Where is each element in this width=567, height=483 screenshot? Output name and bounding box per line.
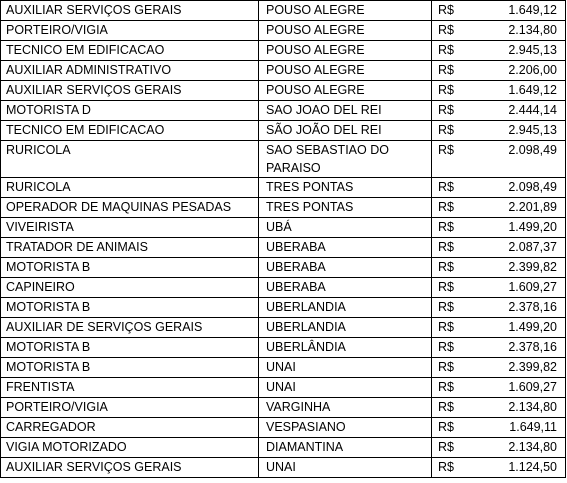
job-title-cell: MOTORISTA D	[1, 101, 259, 121]
salary-amount: 2.134,80	[508, 440, 557, 454]
table-row	[1, 198, 566, 218]
table-row	[1, 178, 566, 198]
city-cell: TRES PONTAS	[259, 178, 432, 198]
table-row	[1, 21, 566, 41]
salary-cell	[432, 218, 566, 238]
table-row	[1, 458, 566, 478]
job-title-cell: RURICOLA	[1, 178, 259, 198]
currency-symbol: R$	[438, 220, 454, 234]
currency-symbol: R$	[438, 123, 454, 137]
table-row	[1, 61, 566, 81]
city-cell: DIAMANTINA	[259, 438, 432, 458]
salary-cell	[432, 378, 566, 398]
table-row	[1, 358, 566, 378]
currency-symbol: R$	[438, 3, 454, 17]
city-cell: UBERABA	[259, 258, 432, 278]
table-row	[1, 121, 566, 141]
salary-cell	[432, 1, 566, 21]
currency-symbol: R$	[438, 380, 454, 394]
job-title-cell: VIGIA MOTORIZADO	[1, 438, 259, 458]
table-row	[1, 378, 566, 398]
job-title-cell: MOTORISTA B	[1, 338, 259, 358]
salary-cell	[432, 81, 566, 101]
salary-amount: 2.945,13	[508, 43, 557, 57]
currency-symbol: R$	[438, 360, 454, 374]
salary-cell	[432, 298, 566, 318]
salary-amount: 2.087,37	[508, 240, 557, 254]
salary-table-body	[1, 1, 566, 478]
job-title-cell: PORTEIRO/VIGIA	[1, 398, 259, 418]
salary-cell	[432, 398, 566, 418]
salary-amount: 1.609,27	[508, 280, 557, 294]
table-row	[1, 438, 566, 458]
salary-amount: 2.378,16	[508, 340, 557, 354]
job-title-cell: TRATADOR DE ANIMAIS	[1, 238, 259, 258]
job-title-cell: CAPINEIRO	[1, 278, 259, 298]
job-title-cell: AUXILIAR SERVIÇOS GERAIS	[1, 458, 259, 478]
table-row	[1, 1, 566, 21]
salary-amount: 1.649,12	[508, 83, 557, 97]
salary-cell	[432, 21, 566, 41]
city-cell: UNAI	[259, 458, 432, 478]
job-title-cell: VIVEIRISTA	[1, 218, 259, 238]
table-row	[1, 218, 566, 238]
currency-symbol: R$	[438, 420, 454, 434]
salary-cell	[432, 238, 566, 258]
job-title-cell: AUXILIAR SERVIÇOS GERAIS	[1, 81, 259, 101]
city-cell: SAO SEBASTIAO DO PARAISO	[259, 141, 432, 178]
currency-symbol: R$	[438, 200, 454, 214]
city-cell: UBERLANDIA	[259, 318, 432, 338]
job-title-cell: TECNICO EM EDIFICACAO	[1, 41, 259, 61]
salary-amount: 1.124,50	[508, 460, 557, 474]
city-cell: VESPASIANO	[259, 418, 432, 438]
currency-symbol: R$	[438, 63, 454, 77]
currency-symbol: R$	[438, 143, 454, 157]
salary-cell	[432, 101, 566, 121]
salary-cell	[432, 178, 566, 198]
job-title-cell: AUXILIAR SERVIÇOS GERAIS	[1, 1, 259, 21]
job-title-cell: AUXILIAR ADMINISTRATIVO	[1, 61, 259, 81]
table-row	[1, 238, 566, 258]
currency-symbol: R$	[438, 320, 454, 334]
salary-cell	[432, 258, 566, 278]
salary-amount: 2.134,80	[508, 23, 557, 37]
salary-cell	[432, 141, 566, 178]
salary-amount: 2.098,49	[508, 180, 557, 194]
salary-amount: 2.399,82	[508, 360, 557, 374]
job-title-cell: RURICOLA	[1, 141, 259, 178]
city-cell: TRES PONTAS	[259, 198, 432, 218]
salary-cell	[432, 61, 566, 81]
currency-symbol: R$	[438, 300, 454, 314]
salary-amount: 1.499,20	[508, 320, 557, 334]
table-row	[1, 141, 566, 178]
table-row	[1, 398, 566, 418]
currency-symbol: R$	[438, 240, 454, 254]
salary-amount: 1.499,20	[508, 220, 557, 234]
salary-cell	[432, 458, 566, 478]
city-cell: SÃO JOÃO DEL REI	[259, 121, 432, 141]
currency-symbol: R$	[438, 43, 454, 57]
city-cell: POUSO ALEGRE	[259, 21, 432, 41]
salary-amount: 2.206,00	[508, 63, 557, 77]
salary-cell	[432, 338, 566, 358]
job-title-cell: TECNICO EM EDIFICACAO	[1, 121, 259, 141]
table-row	[1, 101, 566, 121]
city-cell: POUSO ALEGRE	[259, 1, 432, 21]
table-row	[1, 41, 566, 61]
city-cell: UBERABA	[259, 238, 432, 258]
salary-cell	[432, 318, 566, 338]
salary-amount: 2.399,82	[508, 260, 557, 274]
currency-symbol: R$	[438, 460, 454, 474]
table-row	[1, 318, 566, 338]
salary-amount: 2.201,89	[508, 200, 557, 214]
job-title-cell: CARREGADOR	[1, 418, 259, 438]
currency-symbol: R$	[438, 440, 454, 454]
salary-cell	[432, 358, 566, 378]
currency-symbol: R$	[438, 83, 454, 97]
city-cell: UBÁ	[259, 218, 432, 238]
currency-symbol: R$	[438, 260, 454, 274]
city-cell: UBERLANDIA	[259, 298, 432, 318]
salary-amount: 1.649,11	[509, 420, 557, 434]
job-title-cell: MOTORISTA B	[1, 298, 259, 318]
city-cell: UBERLÂNDIA	[259, 338, 432, 358]
salary-cell	[432, 438, 566, 458]
table-row	[1, 81, 566, 101]
currency-symbol: R$	[438, 400, 454, 414]
salary-amount: 2.945,13	[508, 123, 557, 137]
currency-symbol: R$	[438, 103, 454, 117]
salary-cell	[432, 198, 566, 218]
job-title-cell: AUXILIAR DE SERVIÇOS GERAIS	[1, 318, 259, 338]
job-title-cell: MOTORISTA B	[1, 258, 259, 278]
salary-cell	[432, 41, 566, 61]
salary-amount: 1.609,27	[508, 380, 557, 394]
salary-amount: 1.649,12	[508, 3, 557, 17]
salary-amount: 2.134,80	[508, 400, 557, 414]
table-row	[1, 338, 566, 358]
salary-amount: 2.098,49	[508, 143, 557, 157]
currency-symbol: R$	[438, 23, 454, 37]
salary-amount: 2.378,16	[508, 300, 557, 314]
city-cell: UBERABA	[259, 278, 432, 298]
currency-symbol: R$	[438, 180, 454, 194]
table-row	[1, 278, 566, 298]
job-title-cell: MOTORISTA B	[1, 358, 259, 378]
job-title-cell: PORTEIRO/VIGIA	[1, 21, 259, 41]
table-row	[1, 258, 566, 278]
table-row	[1, 418, 566, 438]
salary-cell	[432, 418, 566, 438]
city-cell: POUSO ALEGRE	[259, 41, 432, 61]
currency-symbol: R$	[438, 280, 454, 294]
city-cell: POUSO ALEGRE	[259, 61, 432, 81]
salary-amount: 2.444,14	[508, 103, 557, 117]
job-title-cell: OPERADOR DE MAQUINAS PESADAS	[1, 198, 259, 218]
job-title-cell: FRENTISTA	[1, 378, 259, 398]
salary-cell	[432, 278, 566, 298]
salary-cell	[432, 121, 566, 141]
city-cell: UNAI	[259, 378, 432, 398]
table-row	[1, 298, 566, 318]
city-cell: POUSO ALEGRE	[259, 81, 432, 101]
city-cell: VARGINHA	[259, 398, 432, 418]
city-cell: SAO JOAO DEL REI	[259, 101, 432, 121]
city-cell: UNAI	[259, 358, 432, 378]
currency-symbol: R$	[438, 340, 454, 354]
